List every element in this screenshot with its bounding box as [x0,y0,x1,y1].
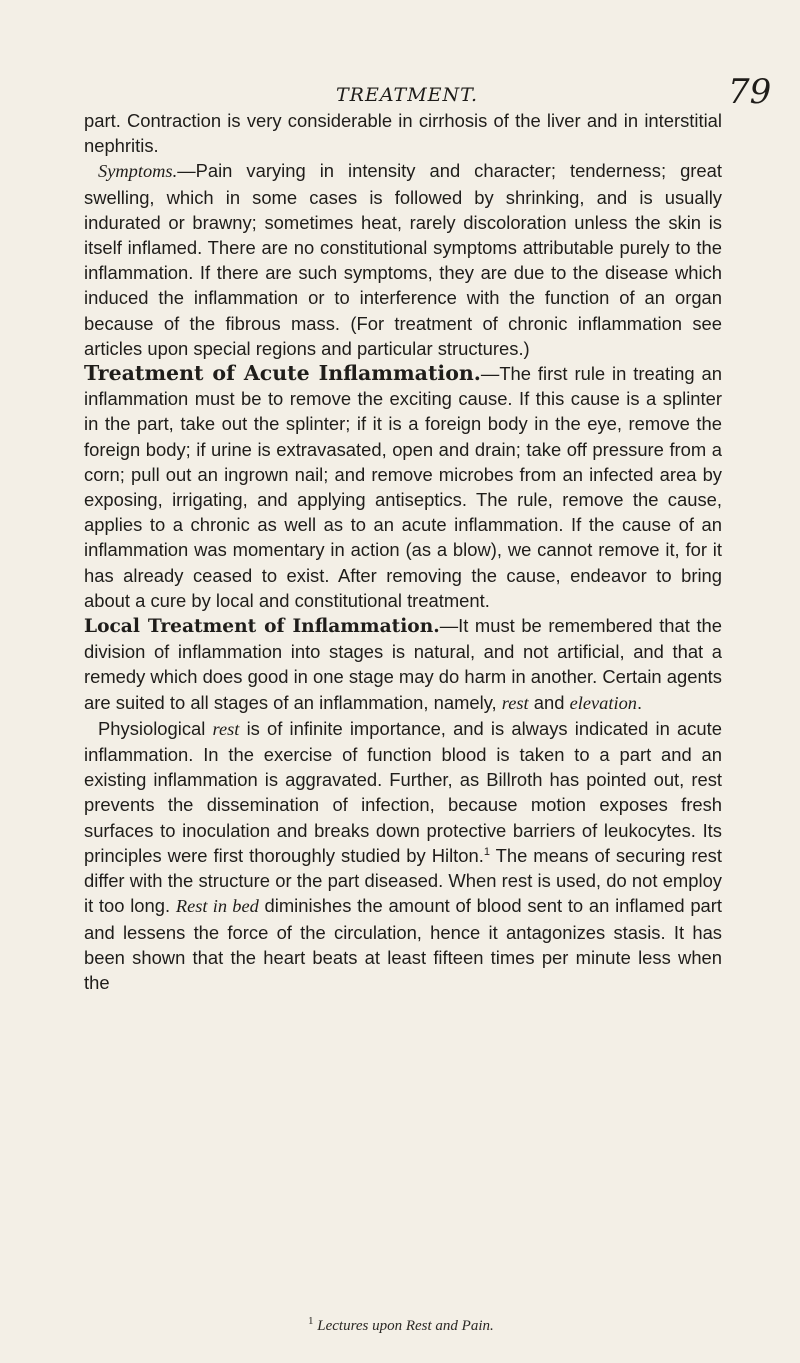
symptoms-label: Symptoms. [98,161,178,182]
footnote-marker: 1 [308,1315,314,1327]
paragraph-symptoms: Symptoms.—Pain varying in intensity and character; tenderness; great swelling, which in some cases is followed by shrinking, and is usually indurated or brawny; sometimes heat, rarely discoloration unless the skin is itself inflamed. There are no constitutional symptoms attributable purely to the inflammation. If there are such symptoms, they are due to the disease which induced the inflammation or to interference with the function of an organ because of the fibrous mass. (For treatment of chronic inflammation see articles upon special regions and particular structures.) [84,160,722,359]
footnote-text: Lectures upon Rest and Pain. [317,1318,494,1334]
section-heading-acute: Treatment of Acute Inflammation. [84,361,481,386]
footnote [308,1315,494,1335]
paragraph-continuation: part. Contraction is very considerable in cirrhosis of the liver and in interstitial nephritis. [84,110,722,157]
paragraph-physiological-rest: Physiological rest is of infinite importance, and is always indicated in acute inflammation. In the exercise of function blood is taken to a part and an existing inflammation is aggravated. Further, as Billroth has pointed out, rest prevents the dissemination of infection, because motion exposes fresh surfaces to inoculation and breaks down protective barriers of leukocytes. Its principles were first thoroughly studied by Hilton.$^1$ The means of securing rest differ with the structure or the part diseased. When rest is used, do not employ it too long. Rest in bed diminishes the amount of blood sent to an inflamed part and lessens the force of the circulation, hence it antagonizes stasis. It has been shown that the heart beats at least fifteen times per minute less when the [84,717,723,993]
section-heading-local: Local Treatment of Inflammation. [84,616,440,638]
page-number: 79 [728,72,772,112]
paragraph-acute-treatment: Treatment of Acute Inflammation.—The first rule in treating an inflammation must be to remove the exciting cause. If this cause is a splinter in the part, take out the splinter; if it is a foreign body in the eye, remove the foreign body; if urine is extravasated, open and drain; take off pressure from a corn; pull out an ingrown nail; and remove microbes from an infected area by exposing, irrigating, and applying antiseptics. The rule, remove the cause, applies to a chronic as well as to an acute inflammation. If the cause of an inflammation was momentary in action (as a blow), we cannot remove it, for it has already ceased to exist. After removing the cause, endeavor to bring about a cure by local and constitutional treatment. [84,361,722,611]
footnote-reference: 1 [483,845,490,858]
body-text [84,108,722,995]
running-head: TREATMENT. [336,84,479,106]
paragraph-local-treatment: Local Treatment of Inflammation.—It must be remembered that the division of inflammation into stages is natural, and not artificial, and that a remedy which does good in one stage may do harm in another. Certain agents are suited to all stages of an inflammation, namely, rest and elevation. [84,615,723,713]
